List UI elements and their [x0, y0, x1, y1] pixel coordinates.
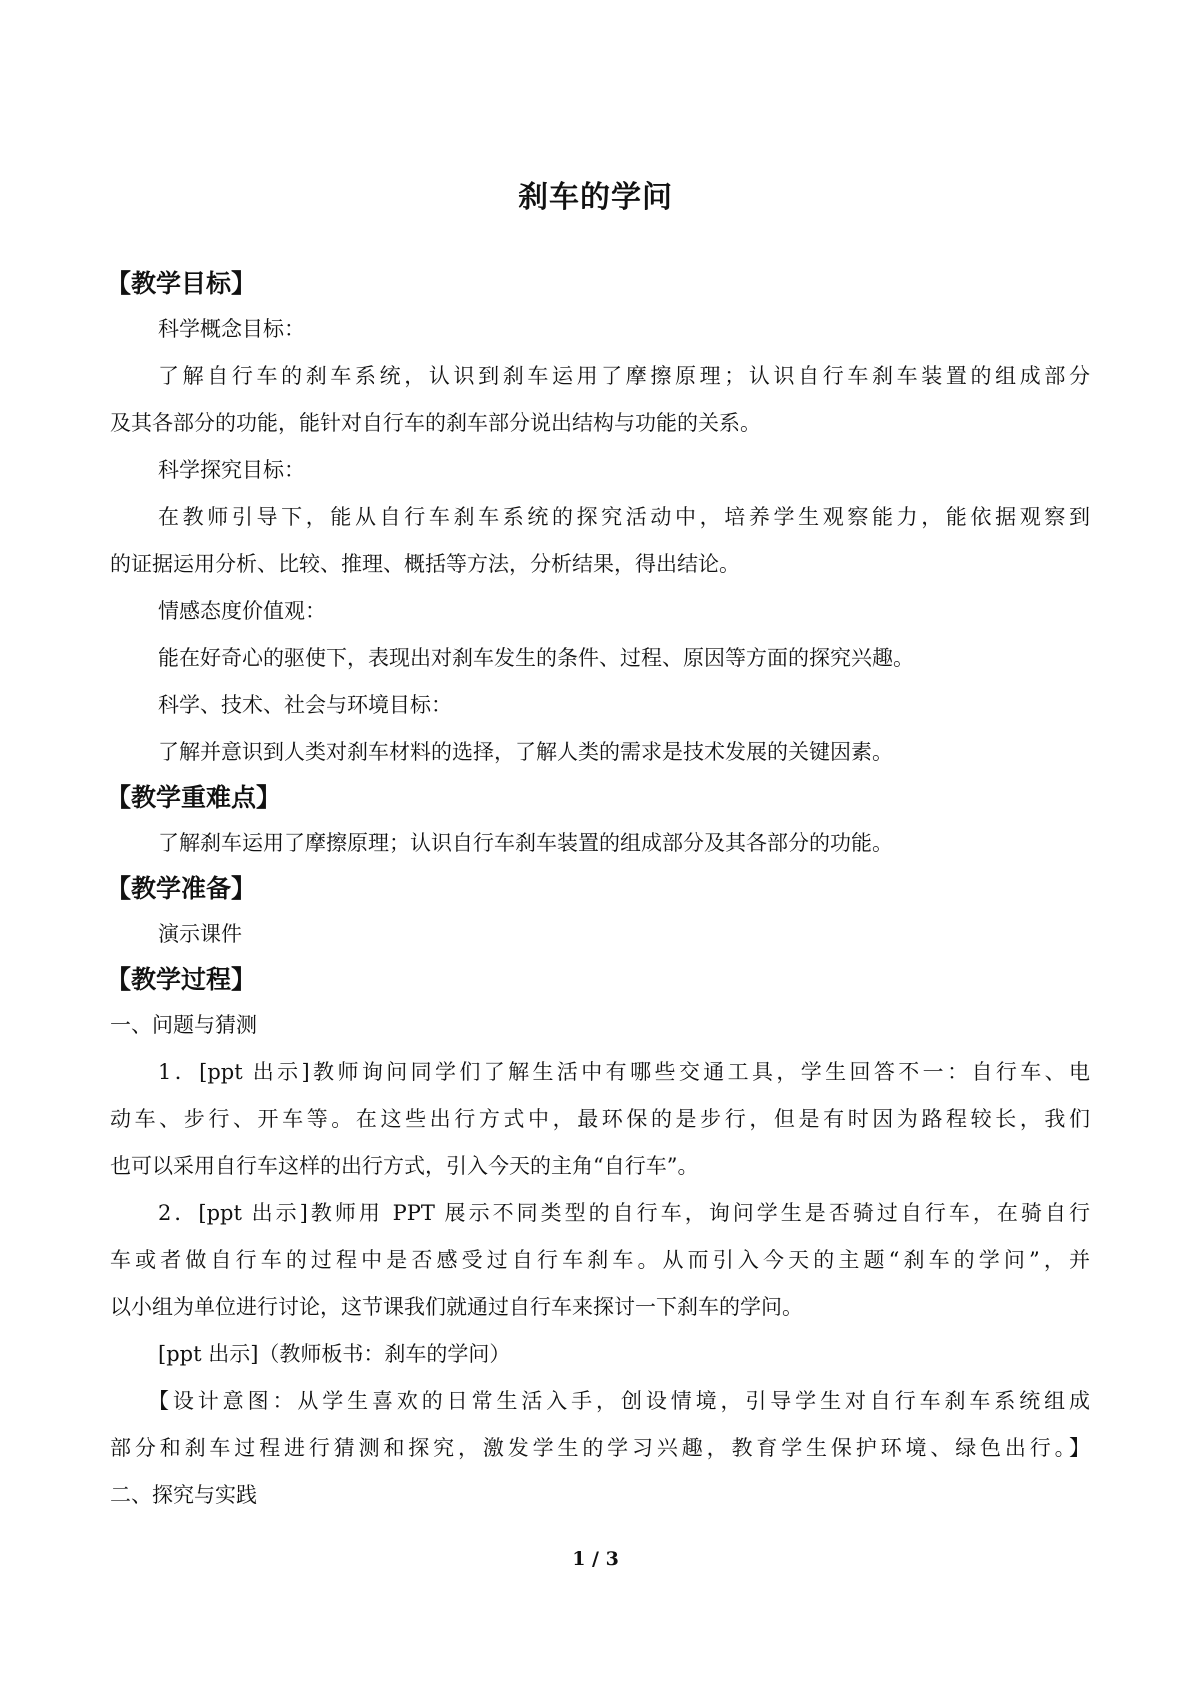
section-heading-goals: 【教学目标】 — [106, 269, 257, 298]
process-paragraph-line: 车或者做自行车的过程中是否感受过自行车刹车。从而引入今天的主题“刹车的学问”，并 — [110, 1248, 1090, 1272]
attitude-goal-text-line: 能在好奇心的驱使下，表现出对刹车发生的条件、过程、原因等方面的探究兴趣。 — [158, 646, 914, 670]
inquiry-goal-text-line: 的证据运用分析、比较、推理、概括等方法，分析结果，得出结论。 — [110, 552, 740, 576]
process-paragraph-line: [ppt 出示]（教师板书：刹车的学问） — [158, 1342, 511, 1366]
process-paragraph-line: 1．[ppt 出示]教师询问同学们了解生活中有哪些交通工具，学生回答不一：自行车、电 — [158, 1060, 1090, 1084]
inquiry-goal-text-line: 在教师引导下，能从自行车刹车系统的探究活动中，培养学生观察能力，能依据观察到 — [158, 505, 1090, 529]
process-part-title: 一、问题与猜测 — [110, 1013, 257, 1037]
document-body — [106, 262, 1090, 1519]
concept-goal-label: 科学概念目标： — [158, 317, 305, 341]
attitude-goal-label: 情感态度价值观： — [158, 599, 326, 623]
inquiry-goal-label: 科学探究目标： — [158, 458, 305, 482]
design-intent-line: 部分和刹车过程进行猜测和探究，激发学生的学习兴趣，教育学生保护环境、绿色出行。】 — [110, 1436, 1090, 1460]
section-heading-key-points: 【教学重难点】 — [106, 783, 282, 812]
sts-goal-text-line: 了解并意识到人类对刹车材料的选择，了解人类的需求是技术发展的关键因素。 — [158, 740, 893, 764]
preparation-text-line: 演示课件 — [158, 922, 242, 946]
page-number: 1 / 3 — [572, 1548, 619, 1570]
process-paragraph-line: 2．[ppt 出示]教师用 PPT 展示不同类型的自行车，询问学生是否骑过自行车，在骑自行 — [158, 1201, 1090, 1225]
design-intent-line: 【设计意图：从学生喜欢的日常生活入手，创设情境，引导学生对自行车刹车系统组成 — [148, 1389, 1090, 1413]
sts-goal-label: 科学、技术、社会与环境目标： — [158, 693, 452, 717]
concept-goal-text-line: 了解自行车的刹车系统，认识到刹车运用了摩擦原理；认识自行车刹车装置的组成部分 — [158, 364, 1090, 388]
document-title: 刹车的学问 — [518, 180, 673, 215]
concept-goal-text-line: 及其各部分的功能，能针对自行车的刹车部分说出结构与功能的关系。 — [110, 411, 761, 435]
process-part-title: 二、探究与实践 — [110, 1483, 257, 1507]
key-points-text-line: 了解刹车运用了摩擦原理；认识自行车刹车装置的组成部分及其各部分的功能。 — [158, 831, 893, 855]
section-heading-process: 【教学过程】 — [106, 965, 257, 994]
process-paragraph-line: 也可以采用自行车这样的出行方式，引入今天的主角“自行车”。 — [110, 1154, 699, 1178]
process-paragraph-line: 动车、步行、开车等。在这些出行方式中，最环保的是步行，但是有时因为路程较长，我们 — [110, 1107, 1090, 1131]
process-paragraph-line: 以小组为单位进行讨论，这节课我们就通过自行车来探讨一下刹车的学问。 — [110, 1295, 803, 1319]
section-heading-preparation: 【教学准备】 — [106, 874, 257, 903]
